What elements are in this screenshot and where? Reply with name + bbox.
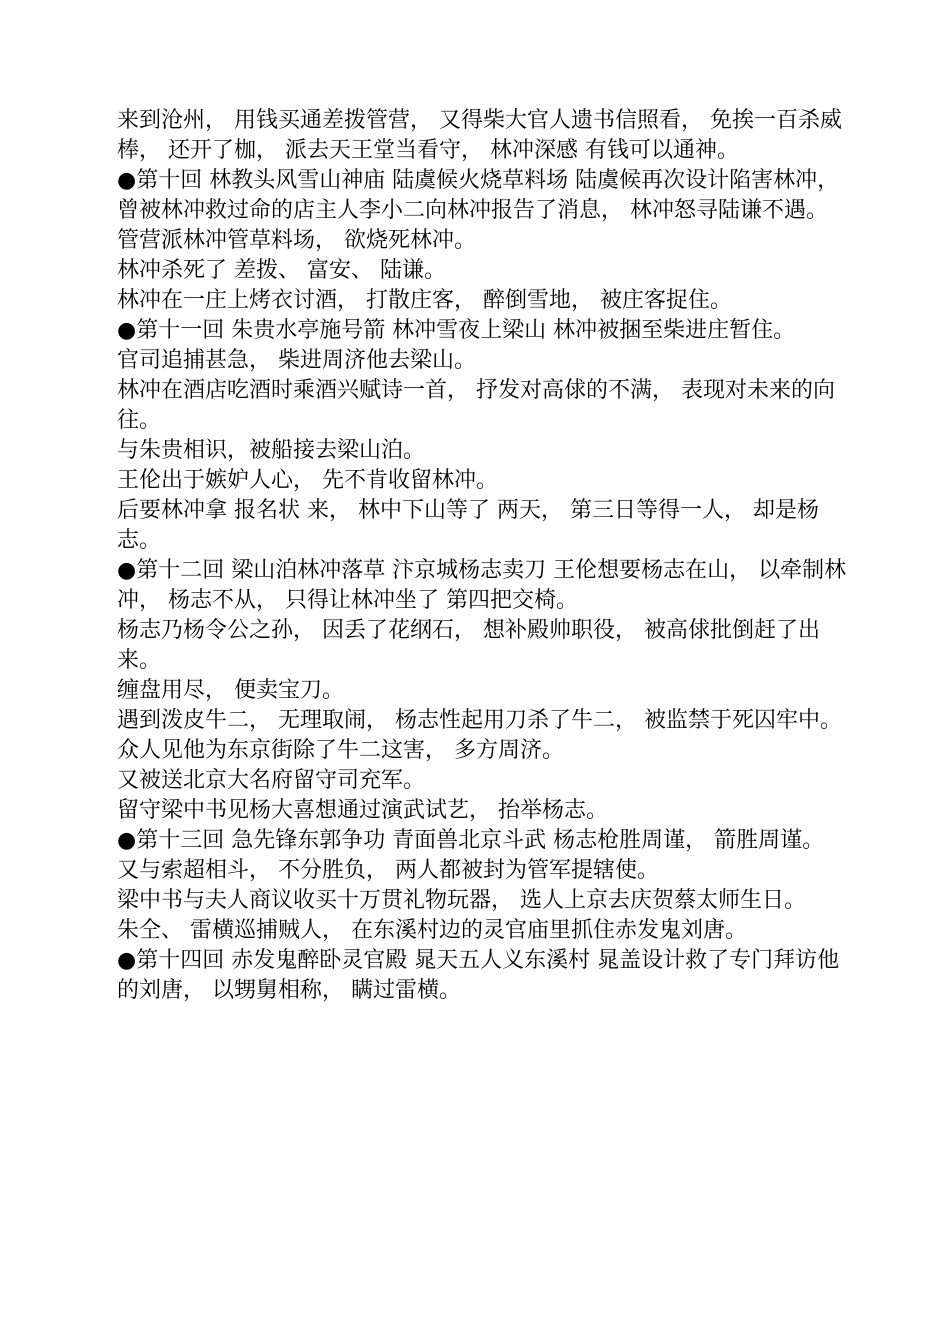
paragraph: 林冲杀死了 差拨、 富安、 陆谦。 — [117, 258, 446, 283]
paragraph: 后要林冲拿 报名状 来， 林中下山等了 两天， 第三日等得一人， 却是杨志。 — [117, 498, 819, 553]
chapter-heading-paragraph: ●第十回 林教头风雪山神庙 陆虞候火烧草料场 陆虞候再次设计陷害林冲， 曾被林冲救过命的店主人李小二向林冲报告了消息， 林冲怒寻陆谦不遇。 — [117, 168, 840, 223]
chapter-heading-paragraph: ●第十二回 梁山泊林冲落草 汴京城杨志卖刀 王伦想要杨志在山， 以牵制林冲， 杨志不从， 只得让林冲坐了 第四把交椅。 — [117, 558, 847, 613]
paragraph: 缠盘用尽， 便卖宝刀。 — [117, 678, 344, 703]
paragraph: 朱仝、 雷横巡捕贼人， 在东溪村边的灵官庙里抓住赤发鬼刘唐。 — [117, 918, 747, 943]
paragraph: 王伦出于嫉妒人心， 先不肯收留林冲。 — [117, 468, 498, 493]
paragraph: 管营派林冲管草料场， 欲烧死林冲。 — [117, 228, 476, 253]
paragraph: 林冲在一庄上烤衣讨酒， 打散庄客， 醉倒雪地， 被庄客捉住。 — [117, 288, 732, 313]
chapter-heading-paragraph: ●第十四回 赤发鬼醉卧灵官殿 晁天五人义东溪村 晁盖设计救了专门拜访他的刘唐， 以甥舅相称， 瞒过雷横。 — [117, 948, 840, 1003]
paragraph: 又被送北京大名府留守司充军。 — [117, 768, 426, 793]
chapter-heading-paragraph: ●第十三回 急先锋东郭争功 青面兽北京斗武 杨志枪胜周谨， 箭胜周谨。 — [117, 828, 825, 853]
document-body — [117, 106, 847, 1006]
paragraph: 来到沧州， 用钱买通差拨管营， 又得柴大官人遗书信照看， 免挨一百杀威棒， 还开了枷， 派去天王堂当看守， 林冲深感 有钱可以通神。 — [117, 108, 842, 163]
paragraph: 遇到泼皮牛二， 无理取闹， 杨志性起用刀杀了牛二， 被监禁于死囚牢中。 — [117, 708, 842, 733]
paragraph: 留守梁中书见杨大喜想通过演武试艺， 抬举杨志。 — [117, 798, 608, 823]
paragraph: 又与索超相斗， 不分胜负， 两人都被封为管军提辖使。 — [117, 858, 659, 883]
paragraph: 林冲在酒店吃酒时乘酒兴赋诗一首， 抒发对高俅的不满， 表现对未来的向往。 — [117, 378, 835, 433]
chapter-heading-paragraph: ●第十一回 朱贵水亭施号箭 林冲雪夜上梁山 林冲被捆至柴进庄暂住。 — [117, 318, 796, 343]
paragraph: 众人见他为东京街除了牛二这害， 多方周济。 — [117, 738, 564, 763]
paragraph: 杨志乃杨令公之孙， 因丢了花纲石， 想补殿帅职役， 被高俅批倒赶了出来。 — [117, 618, 820, 673]
paragraph: 官司追捕甚急， 柴进周济他去梁山。 — [117, 348, 476, 373]
paragraph: 与朱贵相识，被船接去梁山泊。 — [117, 438, 426, 463]
paragraph: 梁中书与夫人商议收买十万贯礼物玩器， 选人上京去庆贺蔡太师生日。 — [117, 888, 806, 913]
